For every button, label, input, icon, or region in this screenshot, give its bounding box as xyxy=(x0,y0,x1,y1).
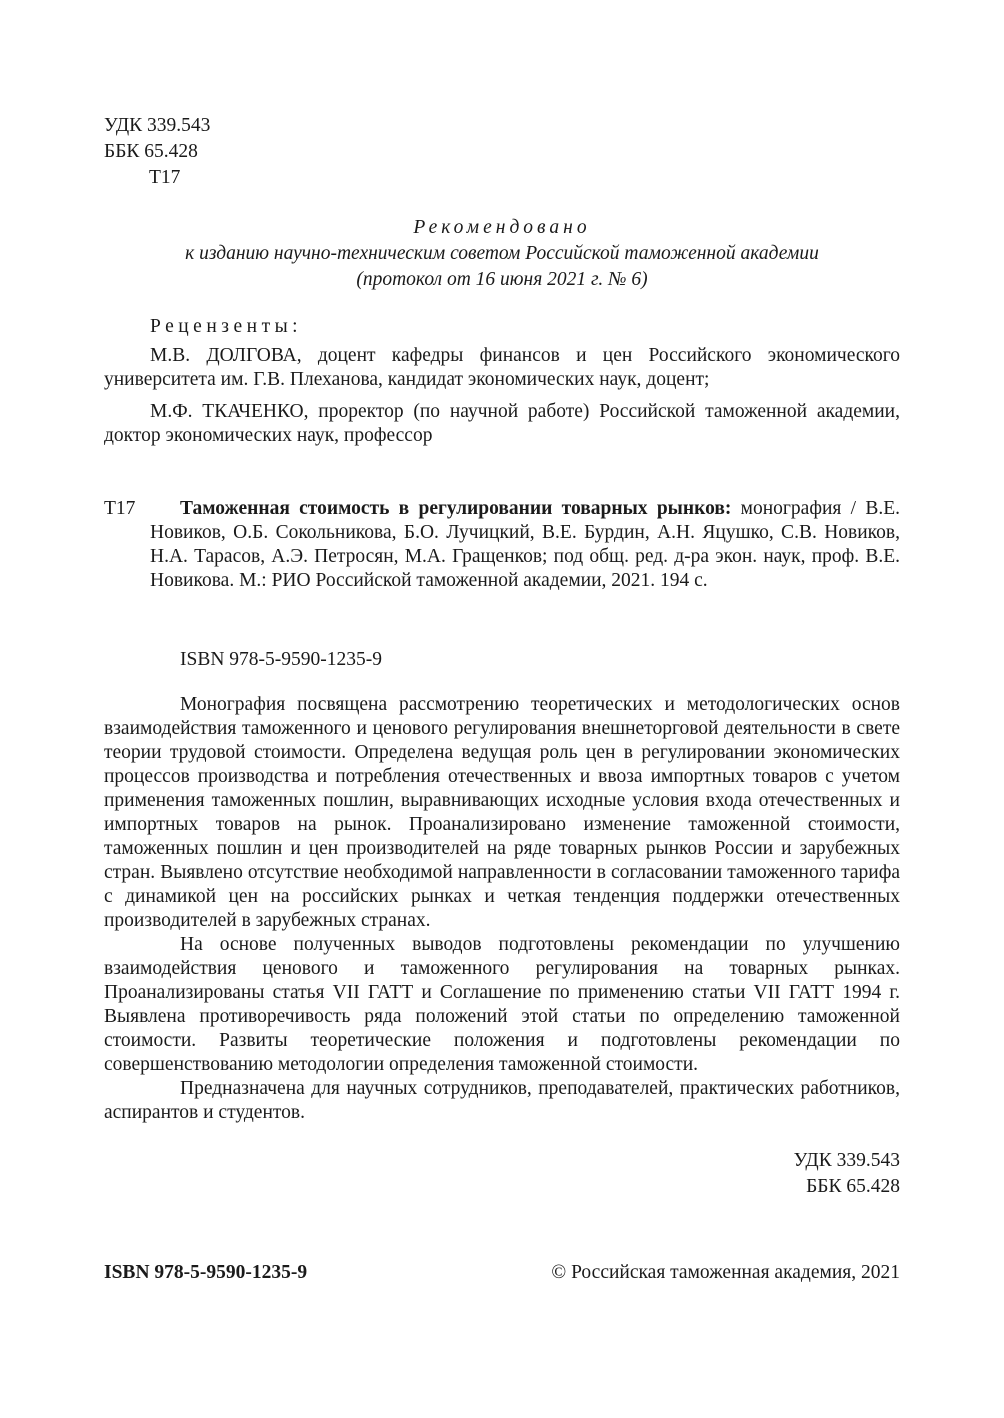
annotation-paragraph-1: Монография посвящена рассмотрению теоретических и методологических основ взаимодействия таможенного и ценового регулирования внешнеторговой деятельности в свете теории трудовой стоимости. Определена ведущая роль цен в регулировании экономических процессов производства и потребления отечественных и ввоза импортных товаров с учетом применения таможенных пошлин, выравнивающих исходные условия входа отечественных и импортных товаров на рынок. Проанализировано изменение таможенной стоимости, таможенных пошлин и цен производителей на ряде товарных рынков России и зарубежных стран. Выявлено отсутствие необходимой направленности в согласовании таможенного тарифа с динамикой цен на российских рынках и четкая тенденция поддержки отечественных производителей в зарубежных странах. xyxy=(104,694,900,931)
bbk-code: ББК 65.428 xyxy=(104,141,198,162)
recommendation-heading: Рекомендовано xyxy=(413,217,591,238)
biblio-record xyxy=(150,497,900,593)
footer-copyright: © Российская таможенная академия, 2021 xyxy=(551,1262,900,1283)
isbn-record: ISBN 978-5-9590-1235-9 xyxy=(180,649,383,670)
recommendation-line-2: (протокол от 16 июня 2021 г. № 6) xyxy=(356,269,648,290)
annotation-paragraph-2: На основе полученных выводов подготовлены рекомендации по улучшению взаимодействия ценового и таможенного регулирования на товарных рынках. Проанализированы статья VII ГАТТ и Соглашение по применению статьи VII ГАТТ 1994 г. Выявлена противоречивость ряда положений этой статьи по определению таможенной стоимости. Развиты теоретические положения и подготовлены рекомендации по совершенствованию методологии определения таможенной стоимости. xyxy=(104,934,900,1075)
udk-code: УДК 339.543 xyxy=(104,115,211,136)
annotation-paragraph-3: Предназначена для научных сотрудников, преподавателей, практических работников, аспирантов и студентов. xyxy=(104,1078,900,1123)
reviewer-1: М.В. ДОЛГОВА, доцент кафедры финансов и цен Российского экономического университета им. Г.В. Плеханова, кандидат экономических наук, доцент; xyxy=(104,345,900,390)
recommendation-line-1: к изданию научно-техническим советом Российской таможенной академии xyxy=(185,243,819,264)
bottom-bbk: ББК 65.428 xyxy=(806,1176,900,1197)
footer-isbn: ISBN 978-5-9590-1235-9 xyxy=(104,1262,308,1283)
reviewer-2: М.Ф. ТКАЧЕНКО, проректор (по научной работе) Российской таможенной академии, доктор экономических наук, профессор xyxy=(104,401,900,446)
recommendation-block xyxy=(104,216,900,294)
bottom-codes xyxy=(700,1149,900,1201)
annotation xyxy=(104,693,900,1125)
biblio-code: Т17 xyxy=(104,498,136,519)
classification-block xyxy=(104,114,210,192)
biblio-details: монография / В.Е. Новиков, О.Б. Сокольникова, Б.О. Лучицкий, В.Е. Бурдин, А.Н. Яцушко, С.В. Новиков, Н.А. Тарасов, А.Э. Петросян, М.А. Гращенков; под общ. ред. д-ра экон. наук, проф. В.Е. Новикова. М.: РИО Российской таможенной академии, 2021. 194 с. xyxy=(150,498,900,591)
bottom-udk: УДК 339.543 xyxy=(793,1150,900,1171)
reviewers-title: Рецензенты: xyxy=(150,316,303,337)
book-title: Таможенная стоимость в регулировании товарных рынков: xyxy=(180,498,732,519)
author-mark: Т17 xyxy=(149,167,181,188)
